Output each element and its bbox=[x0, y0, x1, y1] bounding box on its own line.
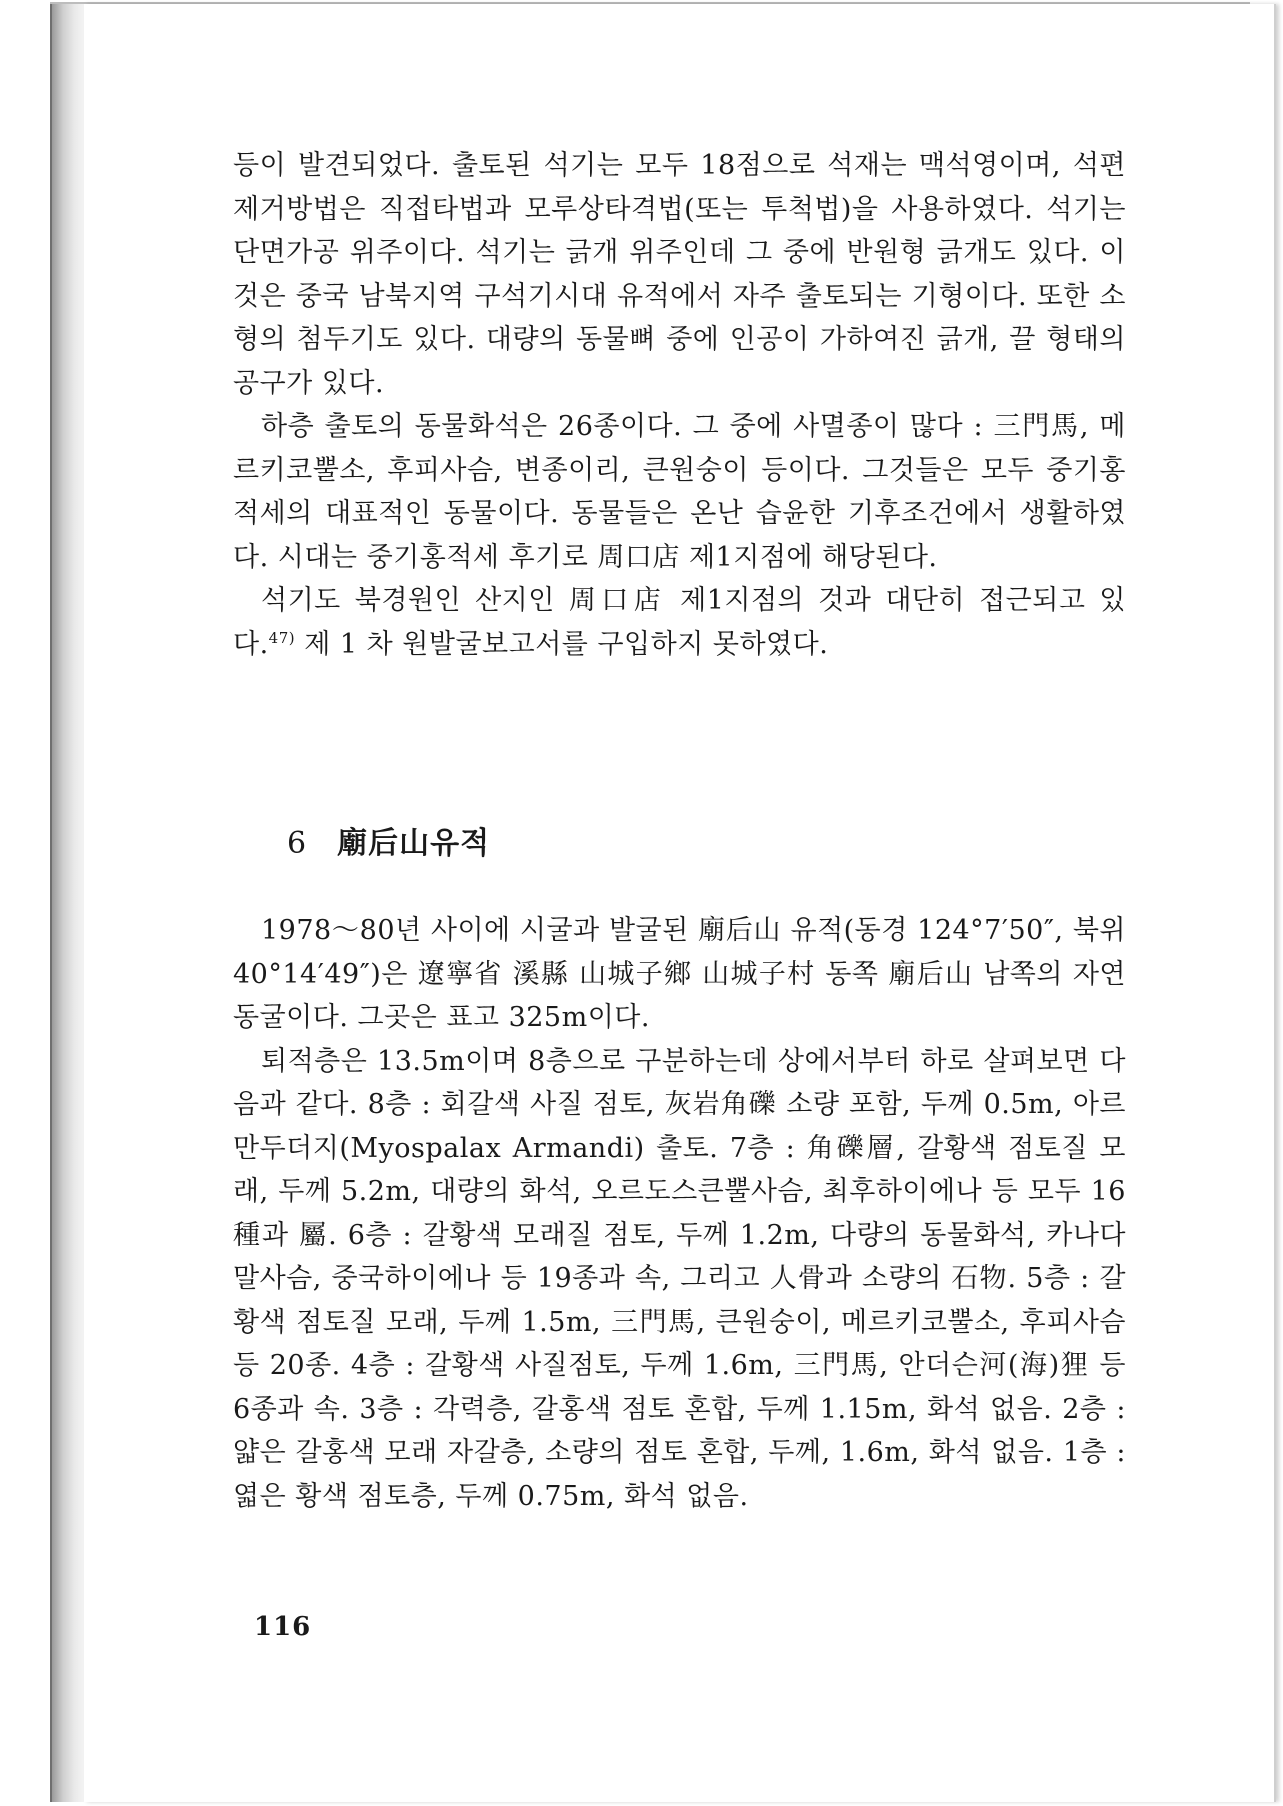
closing-text: 석기도 북경원인 산지인 周口店 제1지점의 것과 대단히 접근되고 있다. bbox=[233, 585, 1126, 660]
section-number: 6 bbox=[287, 826, 308, 861]
page-number: 116 bbox=[254, 1612, 312, 1642]
paragraph-stone-tools: 등이 발견되었다. 출토된 석기는 모두 18점으로 석재는 맥석영이며, 석편 제거방법은 직접타법과 모루상타격법(또는 투척법)을 사용하였다. 석기는 단면가공 위주이다. 석기는 긁개 위주인데 그 중에 반원형 긁개도 있다. 이것은 중국 남북지역 구석기시대 유적에서 자주 출토되는 기형이다. 또한 소형의 첨두기도 있다. 대량의 동물뼈 중에 인공이 가하여진 긁개, 끌 형태의 공구가 있다. bbox=[233, 150, 1126, 399]
intro-text-block bbox=[233, 144, 1126, 666]
closing-tail: 제 1 차 원발굴보고서를 구입하지 못하였다. bbox=[295, 628, 829, 660]
section-text-block bbox=[233, 909, 1126, 1518]
paragraph-stratigraphy: 퇴적층은 13.5m이며 8층으로 구분하는데 상에서부터 하로 살펴보면 다음과 같다. 8층 : 회갈색 사질 점토, 灰岩角礫 소량 포함, 두께 0.5m, 아르만두더지(Myospalax Armandi) 출토. 7층 : 角礫層, 갈황색 점토질 모래, 두께 5.2m, 대량의 화석, 오르도스큰뿔사슴, 최후하이에나 등 모두 16種과 屬. 6층 : 갈황색 모래질 점토, 두께 1.2m, 다량의 동물화석, 카나다말사슴, 중국하이에나 등 19종과 속, 그리고 人骨과 소량의 石物. 5층 : 갈황색 점토질 모래, 두께 1.5m, 三門馬, 큰원숭이, 메르키코뿔소, 후피사슴 등 20종. 4층 : 갈황색 사질점토, 두께 1.6m, 三門馬, 안더슨河(海)狸 등 6종과 속. 3층 : 각력층, 갈홍색 점토 혼합, 두께 1.15m, 화석 없음. 2층 : 얇은 갈홍색 모래 자갈층, 소량의 점토 혼합, 두께, 1.6m, 화석 없음. 1층 : 엷은 황색 점토층, 두께 0.75m, 화석 없음. bbox=[233, 1045, 1126, 1512]
book-spine-edge bbox=[50, 4, 84, 1802]
paragraph-lower-layer-fossils: 하층 출토의 동물화석은 26종이다. 그 중에 사멸종이 많다 : 三門馬, 메르키코뿔소, 후피사슴, 변종이리, 큰원숭이 등이다. 그것들은 모두 중기홍적세의 대표적인 동물이다. 동물들은 온난 습윤한 기후조건에서 생활하였다. 시대는 중기홍적세 후기로 周口店 제1지점에 해당된다. bbox=[233, 411, 1126, 573]
section-title: 廟后山유적 bbox=[337, 826, 491, 861]
paragraph-zhoukoudian-comparison bbox=[233, 579, 1126, 666]
section-heading bbox=[287, 818, 490, 862]
paragraph-site-location: 1978～80년 사이에 시굴과 발굴된 廟后山 유적(동경 124°7′50″, 북위 40°14′49″)은 遼寧省 溪縣 山城子鄉 山城子村 동쪽 廟后山 남쪽의 자연동굴이다. 그곳은 표고 325m이다. bbox=[233, 915, 1126, 1033]
footnote-ref-47[interactable]: 47) bbox=[268, 628, 296, 647]
